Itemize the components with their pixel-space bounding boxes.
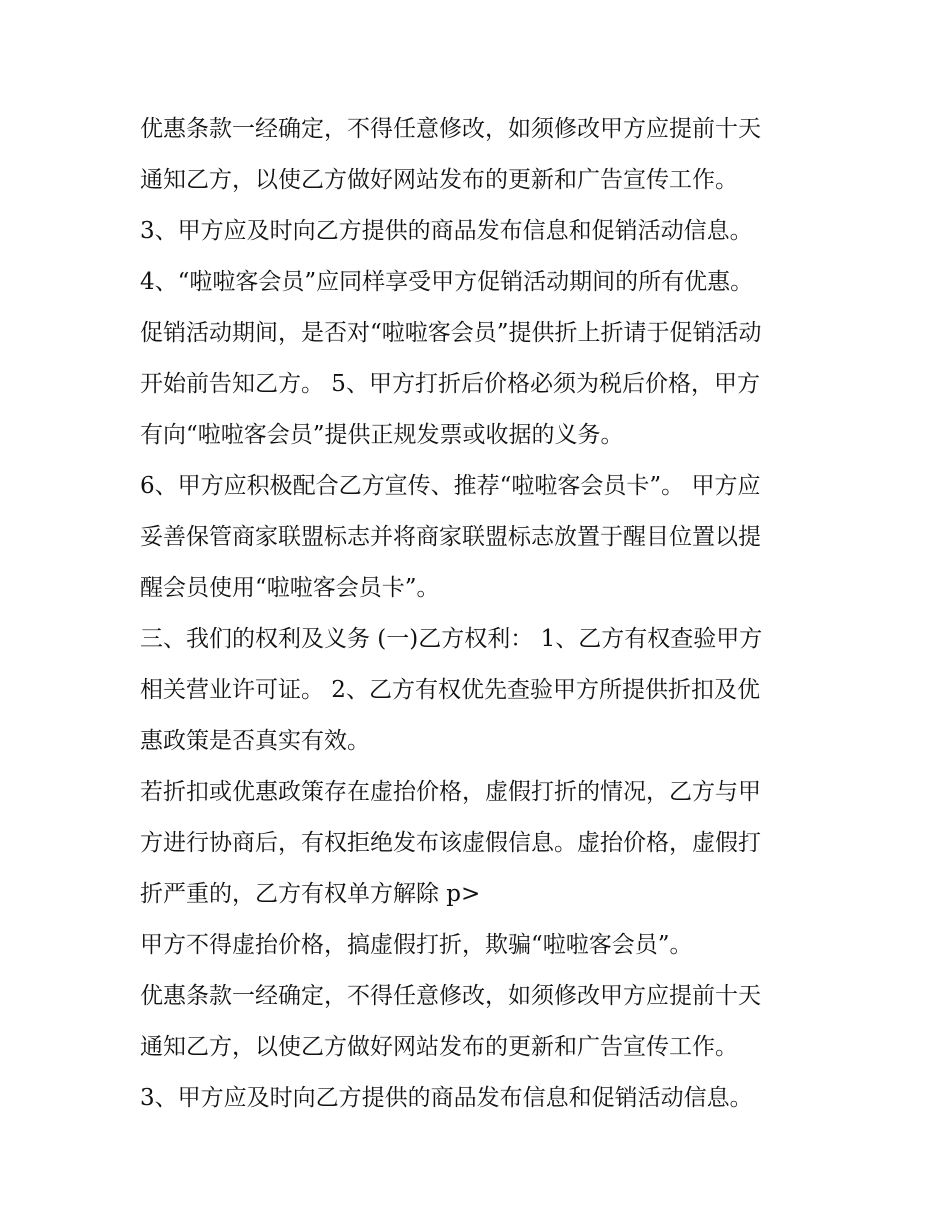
paragraph-6 [140,767,820,920]
text-line: 促销活动期间，是否对“啦啦客会员”提供折上折请于促销活动 [140,320,762,346]
document-body [140,104,820,1124]
text-line: 醒会员使用“啦啦客会员卡”。 [140,575,440,601]
text-line: 甲方不得虚抬价格，搞虚假打折，欺骗“啦啦客会员”。 [140,932,693,958]
text-line: 有向“啦啦客会员”提供正规发票或收据的义务。 [140,422,624,448]
text-line: 通知乙方，以使乙方做好网站发布的更新和广告宣传工作。 [140,1034,738,1060]
paragraph-9 [140,1073,820,1124]
text-line: 3、甲方应及时向乙方提供的商品发布信息和促销活动信息。 [140,218,753,244]
text-line: 妥善保管商家联盟标志并将商家联盟标志放置于醒目位置以提 [140,524,761,550]
paragraph-1 [140,104,820,206]
text-line: 折严重的，乙方有权单方解除 p> [140,881,481,907]
text-line: 优惠条款一经确定，不得任意修改，如须修改甲方应提前十天 [140,983,761,1009]
text-line: 三、我们的权利及义务 (一)乙方权利： 1、乙方有权查验甲方 [140,626,763,652]
paragraph-5 [140,614,820,767]
text-line: 3、甲方应及时向乙方提供的商品发布信息和促销活动信息。 [140,1085,753,1111]
text-line: 方进行协商后，有权拒绝发布该虚假信息。虚抬价格，虚假打 [140,830,761,856]
text-line: 相关营业许可证。 2、乙方有权优先查验甲方所提供折扣及优 [140,677,760,703]
text-line: 4、“啦啦客会员”应同样享受甲方促销活动期间的所有优惠。 [140,269,754,295]
paragraph-8 [140,971,820,1073]
text-line: 通知乙方，以使乙方做好网站发布的更新和广告宣传工作。 [140,167,738,193]
paragraph-2 [140,206,820,257]
text-line: 惠政策是否真实有效。 [140,728,370,754]
paragraph-3 [140,257,820,461]
text-line: 优惠条款一经确定，不得任意修改，如须修改甲方应提前十天 [140,116,761,142]
paragraph-7 [140,920,820,971]
paragraph-4 [140,461,820,614]
text-line: 开始前告知乙方。 5、甲方打折后价格必须为税后价格，甲方 [140,371,760,397]
text-line: 若折扣或优惠政策存在虚抬价格，虚假打折的情况，乙方与甲 [140,779,761,805]
text-line: 6、甲方应积极配合乙方宣传、推荐“啦啦客会员卡”。 甲方应 [140,473,761,499]
